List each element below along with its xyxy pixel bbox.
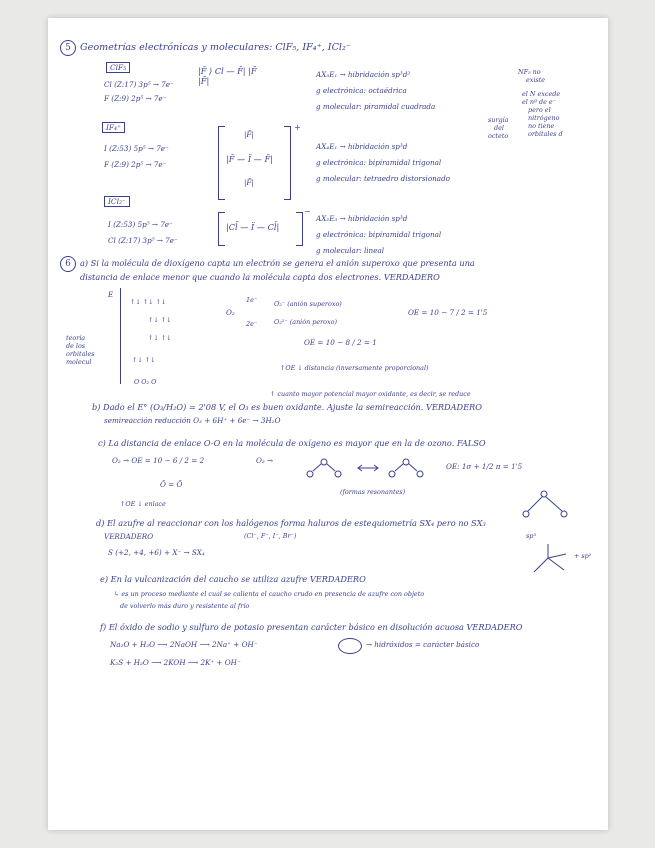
side-note-line: existe [526, 76, 546, 84]
if4-geo-electronic: g electrónica: bipiramidal trigonal [316, 158, 442, 167]
mo-side-label [66, 334, 95, 366]
mo-level-2: ↑↓ ↑↓ [148, 316, 172, 324]
q6b-line-2: semireacción reducción O₃ + 6H⁺ + 6e⁻ → 3H₂O [104, 416, 281, 425]
q6d-line-2: VERDADERO [104, 532, 154, 541]
q6d-line-1: d) El azufre al reaccionar con los halógenos forma haluros de estequiometría SX₄ pero no SX₃ [96, 518, 486, 528]
if4-label: IF₄⁺ [102, 122, 125, 133]
clf5-config-cl: Cl (Z:17) 3p⁵ → 7e⁻ [104, 80, 174, 89]
icl2-bracket-right [296, 212, 303, 246]
if4-config-i: I (Z:53) 5p⁵ → 7e⁻ [104, 144, 169, 153]
question-6-number: 6 [60, 256, 76, 272]
clf5-config-f: F (Z:9) 2p⁵ → 7e⁻ [104, 94, 167, 103]
question-5-title: Geometrías electrónicas y moleculares: ClF₅, IF₄⁺, ICl₂⁻ [80, 42, 351, 53]
mo-level-3: ↑↓ ↑↓ [148, 334, 172, 342]
q6b-line-1: b) Dado el E° (O₃/H₂O) = 2'08 V, el O₃ es buen oxidante. Ajuste la semireacción. VERDADERO [92, 402, 482, 412]
side-note-2-line: octeto [488, 132, 509, 140]
mo-side-label-line: molecul [66, 358, 92, 366]
e1-label: 1e⁻ [246, 296, 258, 304]
side-note-line: el N excede [522, 90, 561, 98]
if4-lewis-mid: |F̄ — Ï — F̄| [226, 154, 273, 164]
notebook-page [48, 18, 608, 830]
q6c-line-2: O₂ → OE = 10 − 6 / 2 = 2 [112, 456, 205, 465]
sx4-structure-sketch [526, 540, 572, 580]
oe-superoxo: OE = 10 − 7 / 2 = 1'5 [408, 308, 488, 317]
icl2-bracket-left [218, 212, 225, 246]
q6e-line-2: ↳ es un proceso mediante el cual se calienta el caucho crudo en presencia de azufre con objeto [114, 590, 425, 598]
q6f-line-3: K₂S + H₂O ⟶ 2KOH ⟶ 2K⁺ + OH⁻ [110, 658, 241, 667]
q6c-lewis-o2: Ō = Ō [160, 480, 183, 489]
side-note-line: NF₅ no [518, 68, 541, 76]
q6d-line-3: (Cl⁻, F⁻, I⁻, Br⁻) [244, 532, 297, 540]
q6e-line-3: de volverlo más duro y resistente al frío [120, 602, 250, 610]
side-note-2-line: surgía [488, 116, 509, 124]
ozone-structure-sketch [516, 486, 576, 522]
if4-config-f: F (Z:9) 2p⁵ → 7e⁻ [104, 160, 167, 169]
e2-label: 2e⁻ [246, 320, 258, 328]
q6f-line-1: f) El óxido de sodio y sulfuro de potasio presentan carácter básico en disolución acuosa VERDADERO [100, 622, 523, 632]
mo-side-label-line: orbitales [66, 350, 95, 358]
mo-side-label-line: de los [66, 342, 86, 350]
mo-axis-label: E [108, 290, 114, 299]
if4-bracket-right [284, 126, 291, 200]
side-note-line: no tiene [528, 122, 555, 130]
clf5-lewis: |F̄ ⟩ Cl — F̄| |F̄ |F̄| [198, 66, 257, 86]
ozone-resonance-sketch [288, 452, 438, 484]
icl2-charge: − [304, 206, 311, 216]
q6d-sp2: + sp² [574, 552, 592, 560]
q6d-sp3: sp³ [526, 532, 536, 540]
q6c-oe3: OE: 1σ + 1/2 π = 1'5 [446, 462, 523, 471]
if4-lewis-top: |F̄| [244, 130, 254, 139]
if4-formula: AX₄E₁ → hibridación sp³d [316, 142, 408, 151]
if4-charge: + [294, 122, 301, 132]
icl2-geo-molecular: g molecular: lineal [316, 246, 385, 255]
if4-bracket-left [218, 126, 225, 200]
clf5-label: ClF₅ [106, 62, 130, 73]
oh-circle [338, 638, 362, 654]
side-note-2-line: del [494, 124, 504, 132]
icl2-config-i: I (Z:53) 5p⁵ → 7e⁻ [108, 220, 173, 229]
clf5-geo-molecular: g molecular: piramidal cuadrada [316, 102, 436, 111]
oe-note: ↑OE ↓ distancia (inversamente proporcional) [280, 364, 429, 372]
icl2-formula: AX₂E₃ → hibridación sp³d [316, 214, 408, 223]
clf5-geo-electronic: g electrónica: octaédrica [316, 86, 407, 95]
superoxo-label: O₂⁻ (anión superoxo) [274, 300, 342, 308]
q6c-formas: (formas resonantes) [340, 488, 406, 496]
side-note-line: orbitales d [528, 130, 563, 138]
icl2-lewis: |Cl̄ — Ï — Cl̄| [226, 222, 280, 232]
icl2-config-cl: Cl (Z:17) 3p⁵ → 7e⁻ [108, 236, 178, 245]
q6c-note: ↑OE ↓ enlace [120, 500, 166, 508]
question-5-number: 5 [60, 40, 76, 56]
q6f-line-2: Na₂O + H₂O ⟶ 2NaOH ⟶ 2Na⁺ + OH⁻ [110, 640, 258, 649]
icl2-geo-electronic: g electrónica: bipiramidal trigonal [316, 230, 442, 239]
side-note-line: pero el [528, 106, 551, 114]
q6c-o3: O₃ → [256, 456, 274, 465]
side-note-line: el nº de e⁻ [522, 98, 557, 106]
mo-level-4: ↑↓ ↑↓ [132, 356, 156, 364]
q6a-line-2: distancia de enlace menor que cuando la molécula capta dos electrones. VERDADERO [80, 272, 440, 282]
mo-level-1: ↑↓ ↑↓ ↑↓ [130, 298, 167, 306]
q6d-line-4: S (+2, +4, +6) + X⁻ → SX₄ [108, 548, 205, 557]
oe-peroxo: OE = 10 − 8 / 2 = 1 [304, 338, 377, 347]
mo-energy-axis [120, 288, 121, 384]
q6c-line-1: c) La distancia de enlace O-O en la molécula de oxígeno es mayor que en la de ozono. FALSO [98, 438, 486, 448]
side-note-2 [488, 116, 508, 140]
mo-side-label-line: teoría [66, 334, 86, 342]
q6f-note: → hidróxidos = carácter básico [366, 640, 480, 649]
if4-lewis-bottom: |F̄| [244, 178, 254, 187]
side-note-line: nitrógeno [528, 114, 560, 122]
icl2-label: ICl₂⁻ [104, 196, 130, 207]
clf5-formula: AX₅E₁ → hibridación sp³d² [316, 70, 411, 79]
q6a-line-1: a) Si la molécula de dioxígeno capta un electrón se genera el anión superoxo que presenta una [80, 258, 475, 268]
mo-bottom-labels: O O₂ O [134, 378, 157, 386]
side-note [518, 68, 563, 138]
if4-geo-molecular: g molecular: tetraedro distorsionado [316, 174, 451, 183]
q6b-note: ↑ cuanto mayor potencial mayor oxidante, es decir, se reduce [270, 390, 471, 398]
q6e-line-1: e) En la vulcanización del caucho se utiliza azufre VERDADERO [100, 574, 366, 584]
peroxo-label: O₂²⁻ (anión peroxo) [274, 318, 337, 326]
o2-label: O₂ [226, 308, 235, 317]
